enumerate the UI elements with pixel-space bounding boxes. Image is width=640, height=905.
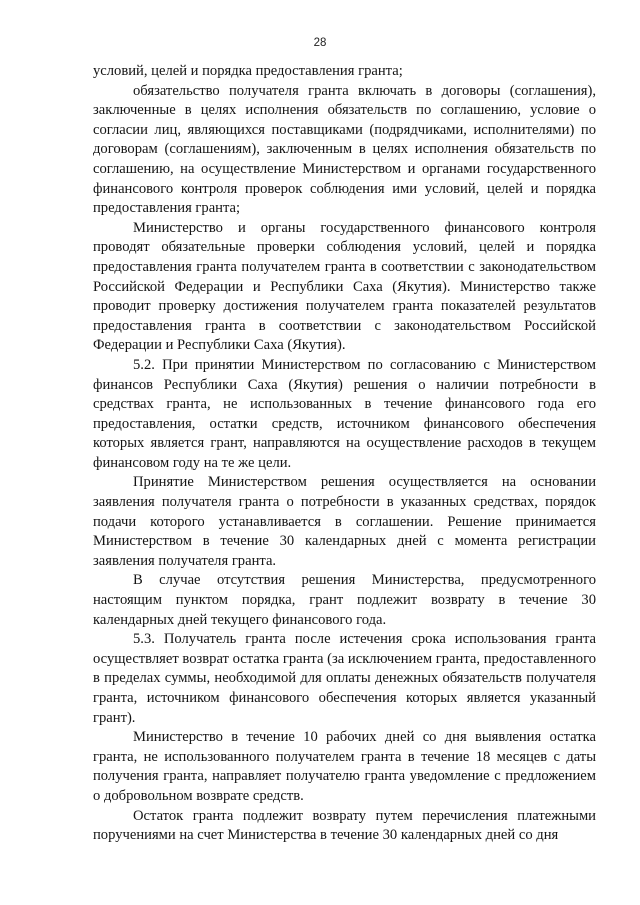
paragraph: обязательство получателя гранта включать в договоры (соглашения), заключенные в целях исполнения обязательств по соглашению, условие о согласии лиц, являющихся поставщиками (подрядчиками, исполнителями) по договорам (соглашениям), заключенным в целях исполнения обязательств по соглашению, на осуществление Министерством и органами государственного финансового контроля проверок соблюдения ими условий, целей и порядка предоставления гранта; bbox=[93, 82, 596, 217]
document-body bbox=[93, 62, 596, 846]
paragraph: В случае отсутствия решения Министерства, предусмотренного настоящим пунктом порядка, грант подлежит возврату в течение 30 календарных дней текущего финансового года. bbox=[93, 572, 596, 628]
paragraph: условий, целей и порядка предоставления гранта; bbox=[93, 63, 403, 79]
paragraph: 5.3. Получатель гранта после истечения срока использования гранта осуществляет возврат остатка гранта (за исключением гранта, предоставленного в пределах суммы, необходимой для оплаты денежных обязательств получателя гранта, источником финансового обеспечения которых является указанный грант). bbox=[93, 631, 596, 726]
paragraph: Принятие Министерством решения осуществляется на основании заявления получателя гранта о потребности в указанных средствах, порядок подачи которого устанавливается в соглашении. Решение принимается Министерством в течение 30 календарных дней с момента регистрации заявления получателя гранта. bbox=[93, 474, 596, 569]
page-number: 28 bbox=[313, 37, 327, 49]
paragraph: Министерство и органы государственного финансового контроля проводят обязательные проверки соблюдения условий, целей и порядка предоставления гранта получателем гранта в соответствии с законодательством Российской Федерации и Республики Саха (Якутия). Министерство также проводит проверку достижения получателем гранта показателей результатов предоставления гранта в соответствии с законодательством Российской Федерации и Республики Саха (Якутия). bbox=[93, 219, 596, 354]
paragraph: Остаток гранта подлежит возврату путем перечисления платежными поручениями на счет Министерства в течение 30 календарных дней со дня bbox=[93, 807, 596, 844]
paragraph: Министерство в течение 10 рабочих дней со дня выявления остатка гранта, не использованного получателем гранта в течение 18 месяцев с даты получения гранта, направляет получателю гранта уведомление с предложением о добровольном возврате средств. bbox=[93, 729, 596, 804]
paragraph: 5.2. При принятии Министерством по согласованию с Министерством финансов Республики Саха (Якутия) решения о наличии потребности в средствах гранта, не использованных в течение финансового года его предоставления, остатки средств, источником финансового обеспечения которых является грант, направляются на осуществление расходов в текущем финансовом году на те же цели. bbox=[93, 356, 596, 471]
